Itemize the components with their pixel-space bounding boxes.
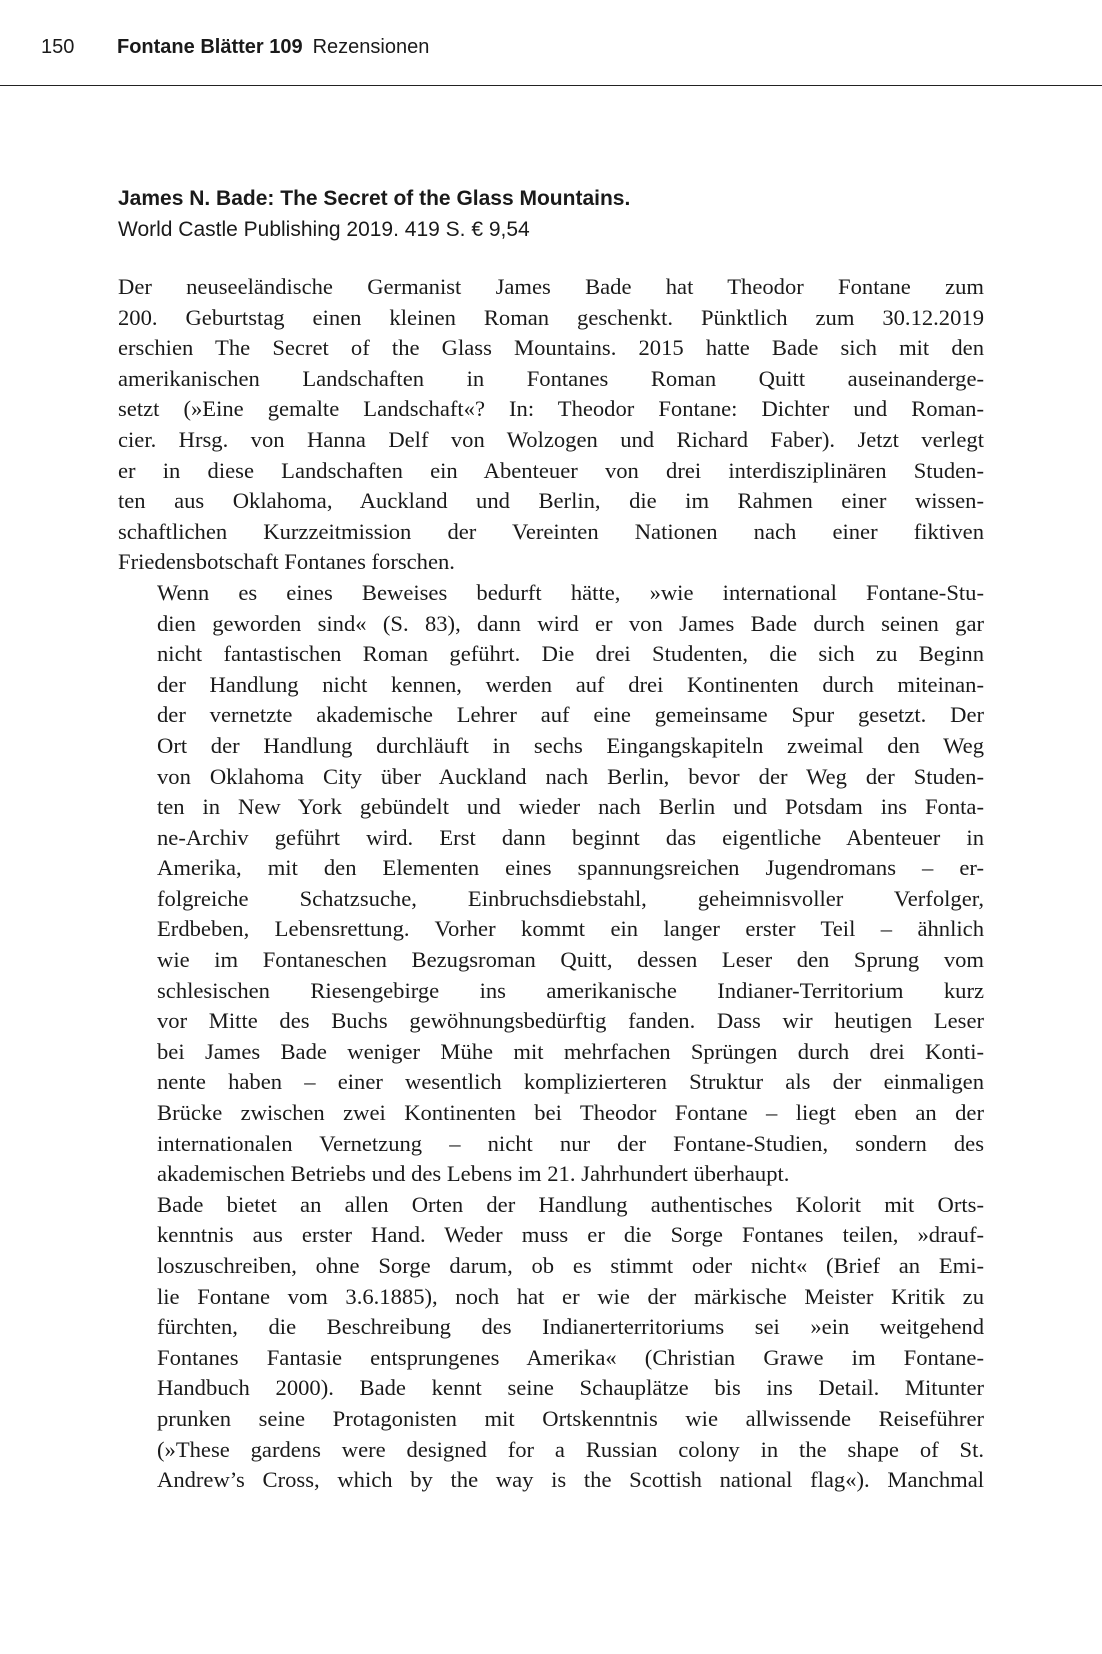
text-line: Handbuch 2000). Bade kennt seine Schauplätze bis ins Detail. Mitunter [157,1375,984,1401]
text-line: Ort der Handlung durchläuft in sechs Eingangskapiteln zweimal den Weg [157,732,984,758]
publication-info: World Castle Publishing 2019. 419 S. € 9,54 [118,218,530,241]
text-line: erschien The Secret of the Glass Mountains. 2015 hatte Bade sich mit den [118,335,984,361]
text-line: folgreiche Schatzsuche, Einbruchsdiebstahl, geheimnisvoller Verfolger, [157,885,984,911]
text-line: der Handlung nicht kennen, werden auf drei Kontinenten durch miteinan- [157,671,984,697]
text-line: amerikanischen Landschaften in Fontanes Roman Quitt auseinanderge- [118,365,984,391]
text-line: 200. Geburtstag einen kleinen Roman geschenkt. Pünktlich zum 30.12.2019 [118,304,984,330]
page-number: 150 [41,36,75,58]
text-line: Brücke zwischen zwei Kontinenten bei Theodor Fontane – liegt eben an der [157,1100,984,1126]
paragraph-1 [118,272,984,578]
text-line: prunken seine Protagonisten mit Ortskenntnis wie allwissende Reiseführer [157,1405,984,1431]
review-heading [118,183,988,245]
text-line: von Oklahoma City über Auckland nach Berlin, bevor der Weg der Studen- [157,763,984,789]
text-line: setzt (»Eine gemalte Landschaft«? In: Theodor Fontane: Dichter und Roman- [118,396,984,422]
text-line: kenntnis aus erster Hand. Weder muss er die Sorge Fontanes teilen, »drauf- [157,1222,984,1248]
text-line: ten aus Oklahoma, Auckland und Berlin, die im Rahmen einer wissen- [118,488,984,514]
paragraph-2 [118,578,984,1190]
journal-title: Fontane Blätter 109 [117,36,303,58]
review-title: James N. Bade: The Secret of the Glass Mountains. [118,187,631,210]
text-line: der vernetzte akademische Lehrer auf eine gemeinsame Spur gesetzt. Der [157,702,984,728]
running-head [41,34,1061,60]
text-line: internationalen Vernetzung – nicht nur der Fontane-Studien, sondern des [157,1130,984,1156]
paragraph-3 [118,1190,984,1496]
text-line: ten in New York gebündelt und wieder nach Berlin und Potsdam ins Fonta- [157,794,984,820]
text-line: Amerika, mit den Elementen eines spannungsreichen Jugendromans – er- [157,855,984,881]
text-line: fürchten, die Beschreibung des Indianerterritoriums sei »ein weitgehend [157,1314,984,1340]
text-line: Der neuseeländische Germanist James Bade hat Theodor Fontane zum [118,274,984,299]
text-line: vor Mitte des Buchs gewöhnungsbedürftig fanden. Dass wir heutigen Leser [157,1008,984,1034]
text-line: Bade bietet an allen Orten der Handlung authentisches Kolorit mit Orts- [157,1191,984,1217]
text-line: akademischen Betriebs und des Lebens im 21. Jahrhundert überhaupt. [157,1161,790,1187]
text-line: Fontanes Fantasie entsprungenes Amerika« (Christian Grawe im Fontane- [157,1344,984,1370]
text-line: Erdbeben, Lebensrettung. Vorher kommt ein langer erster Teil – ähnlich [157,916,984,942]
text-line: er in diese Landschaften ein Abenteuer von drei interdisziplinären Studen- [118,457,984,483]
text-line: nicht fantastischen Roman geführt. Die drei Studenten, die sich zu Beginn [157,641,984,667]
text-line: loszuschreiben, ohne Sorge darum, ob es stimmt oder nicht« (Brief an Emi- [157,1253,984,1278]
text-line: wie im Fontaneschen Bezugsroman Quitt, dessen Leser den Sprung vom [157,947,984,973]
text-line: cier. Hrsg. von Hanna Delf von Wolzogen und Richard Faber). Jetzt verlegt [118,426,984,452]
text-line: ne-Archiv geführt wird. Erst dann beginnt das eigentliche Abenteuer in [157,824,984,850]
text-line: lie Fontane vom 3.6.1885), noch hat er wie der märkische Meister Kritik zu [157,1283,984,1309]
text-line: Andrew’s Cross, which by the way is the Scottish national flag«). Manchmal [157,1467,984,1493]
section-name: Rezensionen [312,36,430,58]
text-line: Friedensbotschaft Fontanes forschen. [118,549,455,575]
text-line: (»These gardens were designed for a Russian colony in the shape of St. [157,1436,984,1462]
text-line: schaftlichen Kurzzeitmission der Vereinten Nationen nach einer fiktiven [118,518,984,544]
text-line: Wenn es eines Beweises bedurft hätte, »wie international Fontane-Stu- [157,579,984,605]
text-line: bei James Bade weniger Mühe mit mehrfachen Sprüngen durch drei Konti- [157,1038,984,1064]
text-line: nente haben – einer wesentlich komplizierteren Struktur als der einmaligen [157,1069,984,1095]
header-rule [0,85,1102,86]
text-line: schlesischen Riesengebirge ins amerikanische Indianer-Territorium kurz [157,977,984,1003]
review-body [118,272,984,1496]
text-line: dien geworden sind« (S. 83), dann wird er von James Bade durch seinen gar [157,610,984,636]
